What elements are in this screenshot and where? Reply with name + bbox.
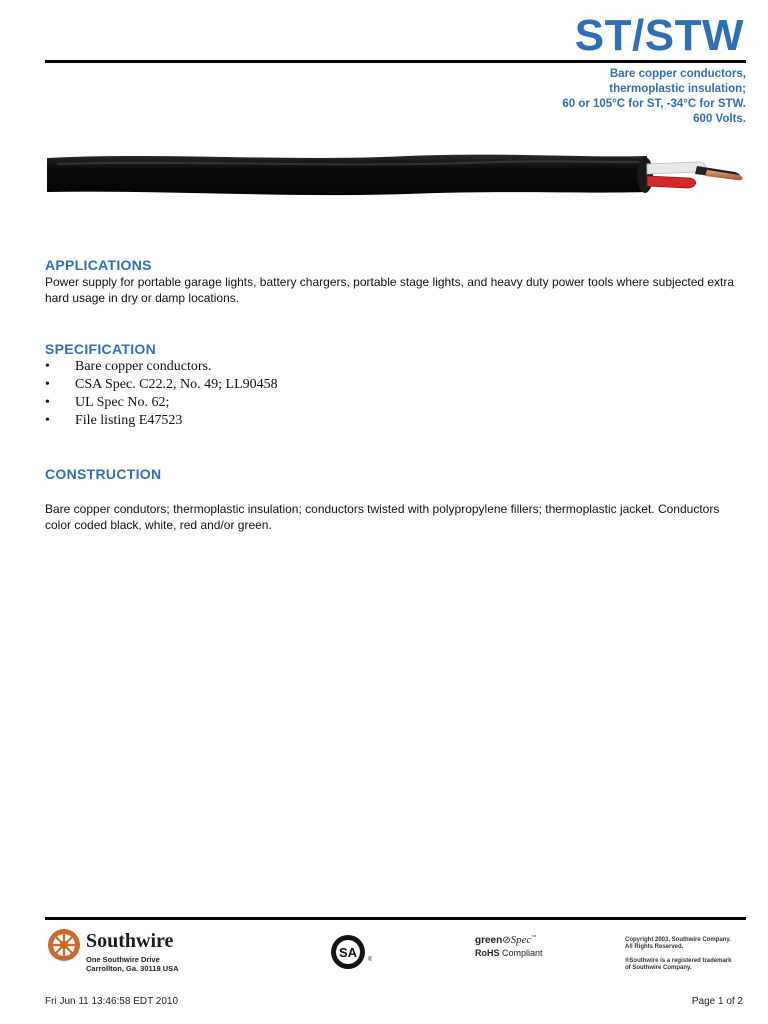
rohs-compliant (475, 948, 543, 958)
greenspec-tm: ™ (531, 934, 537, 941)
greenspec-logo (475, 934, 536, 946)
copyright-line: All Rights Reserved. (625, 944, 684, 950)
copyright-line: Copyright 2003, Southwire Company. (625, 937, 731, 943)
trademark-line: of Southwire Company. (625, 965, 692, 971)
specification-list (45, 358, 278, 430)
csa-mark-text: SA (338, 945, 358, 960)
list-item: • Bare copper conductors. (45, 358, 278, 376)
footer-rule (45, 917, 746, 920)
address-line: One Southwire Drive (86, 955, 160, 964)
header-rule (45, 60, 746, 63)
specification-heading: SPECIFICATION (45, 341, 156, 357)
address-line: Carrollton, Ga. 30119 USA (86, 964, 179, 973)
construction-heading: CONSTRUCTION (45, 466, 162, 482)
brand-name: Southwire (86, 930, 174, 952)
subtitle-line: 600 Volts. (693, 113, 746, 125)
greenspec-bold: green (475, 935, 503, 946)
construction-text: Bare copper condutors; thermoplastic insulation; conductors twisted with polypropylene fillers; thermoplastic jacket. Conductors color coded black, white, red and/or green. (45, 502, 720, 532)
leaf-icon: ⊘ (502, 935, 511, 946)
product-subtitle (562, 67, 746, 127)
trademark-line: ®Southwire is a registered trademark (625, 958, 732, 964)
applications-heading: APPLICATIONS (45, 257, 152, 273)
svg-text:®: ® (368, 957, 372, 963)
greenspec-italic: Spec (510, 934, 532, 946)
subtitle-line: Bare copper conductors, (609, 68, 746, 80)
rohs-bold: RoHS (475, 948, 500, 958)
subtitle-line: 60 or 105°C for ST, -34°C for STW. (562, 98, 746, 110)
subtitle-line: thermoplastic insulation; (609, 83, 746, 95)
rohs-rest: Compliant (499, 948, 543, 958)
list-item: • UL Spec No. 62; (45, 394, 278, 412)
csa-logo-icon (330, 931, 372, 973)
applications-text: Power supply for portable garage lights, battery chargers, portable stage lights, and heavy duty power tools where subjected extra hard usage in dry or damp locations. (45, 275, 735, 305)
page-title: ST/STW (574, 11, 744, 60)
page-number: Page 1 of 2 (691, 996, 743, 1007)
print-timestamp: Fri Jun 11 13:46:58 EDT 2010 (45, 996, 179, 1007)
cable-image (47, 150, 747, 200)
southwire-logo-icon (46, 925, 82, 965)
list-item: • CSA Spec. C22.2, No. 49; LL90458 (45, 376, 278, 394)
list-item: • File listing E47523 (45, 412, 278, 430)
